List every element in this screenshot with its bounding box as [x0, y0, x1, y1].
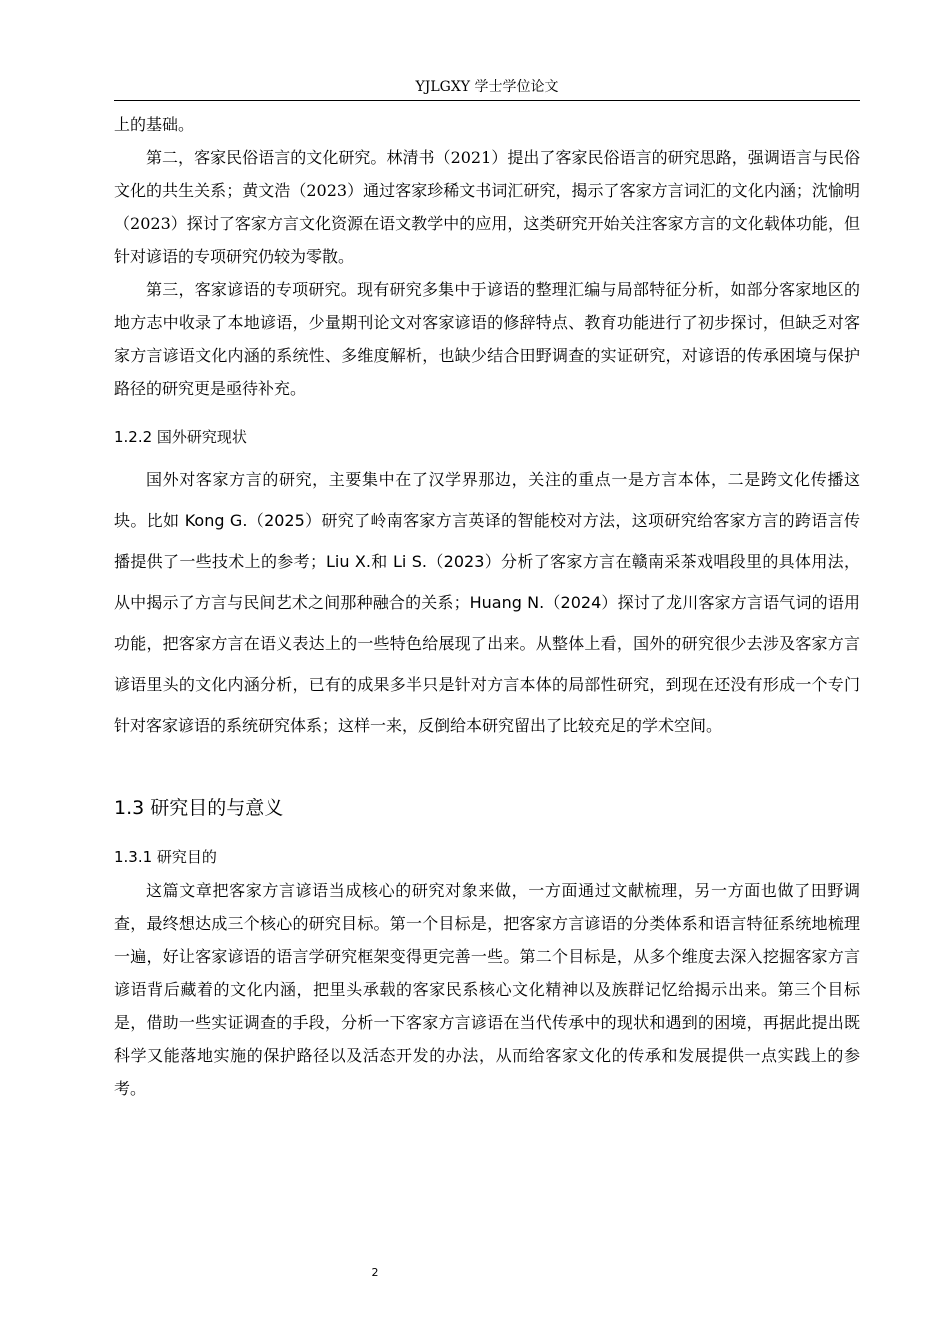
paragraph-continuation: 上的基础。 [114, 115, 195, 134]
paragraph-folk-language-research: 第二，客家民俗语言的文化研究。林清书（2021）提出了客家民俗语言的研究思路，强调语言与民俗文化的共生关系；黄文浩（2023）通过客家珍稀文书词汇研究，揭示了客家方言词汇的文化内涵；沈愉明（2023）探讨了客家方言文化资源在语文教学中的应用，这类研究开始关注客家方言的文化载体功能，但针对谚语的专项研究仍较为零散。 [114, 148, 860, 266]
page-number: 2 [371, 1266, 379, 1279]
header-divider [114, 100, 860, 101]
document-body [114, 108, 860, 1105]
heading-1-3: 1.3 研究目的与意义 [114, 797, 284, 819]
page-header: YJLGXY 学士学位论文 [415, 79, 559, 95]
paragraph-foreign-research: 国外对客家方言的研究，主要集中在了汉学界那边，关注的重点一是方言本体，二是跨文化传播这块。比如 Kong G.（2025）研究了岭南客家方言英译的智能校对方法，这项研究给客家方言的跨语言传播提供了一些技术上的参考；Liu X.和 Li S.（2023）分析了客家方言在赣南采茶戏唱段里的具体用法，从中揭示了方言与民间艺术之间那种融合的关系；Huang N.（2024）探讨了龙川客家方言语气词的语用功能，把客家方言在语义表达上的一些特色给展现了出来。从整体上看，国外的研究很少去涉及客家方言谚语里头的文化内涵分析，已有的成果多半只是针对方言本体的局部性研究，到现在还没有形成一个专门针对客家谚语的系统研究体系；这样一来，反倒给本研究留出了比较充足的学术空间。 [114, 470, 860, 735]
heading-1-2-2: 1.2.2 国外研究现状 [114, 428, 247, 446]
heading-1-3-1: 1.3.1 研究目的 [114, 848, 217, 866]
paragraph-research-objectives: 这篇文章把客家方言谚语当成核心的研究对象来做，一方面通过文献梳理，另一方面也做了田野调查，最终想达成三个核心的研究目标。第一个目标是，把客家方言谚语的分类体系和语言特征系统地梳理一遍，好让客家谚语的语言学研究框架变得更完善一些。第二个目标是，从多个维度去深入挖掘客家方言谚语背后藏着的文化内涵，把里头承载的客家民系核心文化精神以及族群记忆给揭示出来。第三个目标是，借助一些实证调查的手段，分析一下客家方言谚语在当代传承中的现状和遇到的困境，再据此提出既科学又能落地实施的保护路径以及活态开发的办法，从而给客家文化的传承和发展提供一点实践上的参考。 [114, 881, 860, 1098]
paragraph-proverb-research: 第三，客家谚语的专项研究。现有研究多集中于谚语的整理汇编与局部特征分析，如部分客家地区的地方志中收录了本地谚语，少量期刊论文对客家谚语的修辞特点、教育功能进行了初步探讨，但缺乏对客家方言谚语文化内涵的系统性、多维度解析，也缺少结合田野调查的实证研究，对谚语的传承困境与保护路径的研究更是亟待补充。 [114, 280, 860, 398]
